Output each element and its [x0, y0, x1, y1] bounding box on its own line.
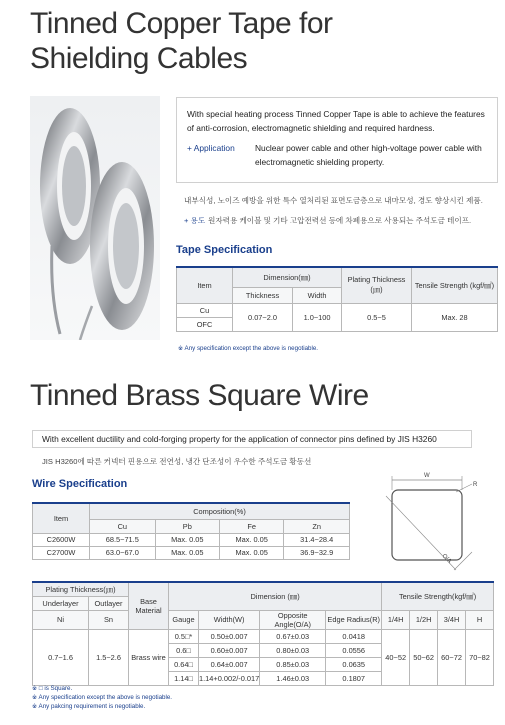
cell-grade: C2700W	[33, 546, 90, 559]
th-sn: Sn	[89, 610, 129, 629]
th-pb: Pb	[155, 519, 219, 533]
th-tensile: Tensile Strength (kgf/㎟)	[412, 267, 498, 303]
th-cu: Cu	[90, 519, 156, 533]
wire-notes	[32, 684, 172, 711]
wire-cross-section	[380, 466, 488, 578]
th-item: Item	[177, 267, 233, 303]
tape-title	[30, 6, 370, 76]
diagram-label-w: W	[424, 473, 430, 479]
wire-title: Tinned Brass Square Wire	[30, 379, 369, 412]
korean-description: 내부식성, 노이즈 예방을 위한 특수 열처리된 표면도금층으로 내마모성, 경도 향상시킨 제품.	[184, 196, 483, 205]
th-outlayer: Outlayer	[89, 596, 129, 610]
cell-gauge: 0.6□	[169, 643, 199, 657]
th-tensile-col: 3/4H	[438, 610, 466, 629]
cell-tensile: Max. 28	[412, 303, 498, 331]
cell-angle: 0.67±0.03	[260, 629, 326, 643]
th-opposite-angle: Opposite Angle(O/A)	[260, 610, 326, 629]
cell-gauge: 1.14□	[169, 671, 199, 685]
cell-edge: 0.0418	[326, 629, 382, 643]
th-base-material: Base Material	[129, 582, 169, 629]
th-tensile-col: 1/2H	[410, 610, 438, 629]
cell-plating: 0.5~5	[342, 303, 412, 331]
cell-width: 0.60±0.007	[199, 643, 260, 657]
cell-item-cu: Cu	[177, 303, 233, 317]
table-row	[33, 629, 494, 643]
cell-width: 1.14+0.002/-0.017	[199, 671, 260, 685]
cell-tensile: 50~62	[410, 629, 438, 685]
cell-underlayer: 0.7~1.6	[33, 629, 89, 685]
wire-description-box	[32, 430, 472, 448]
composition-table	[32, 502, 350, 560]
th-tensile-col: 1/4H	[382, 610, 410, 629]
cell-tensile: 60~72	[438, 629, 466, 685]
application-row	[187, 141, 487, 169]
korean-usage-label: + 용도	[184, 216, 206, 225]
th-comp-item: Item	[33, 503, 90, 533]
application-label: + Application	[187, 143, 235, 153]
tape-title-line2: Shielding Cables	[30, 42, 248, 75]
cell-value: Max. 0.05	[219, 546, 283, 559]
th-plating: Plating Thickness (㎛)	[342, 267, 412, 303]
cell-width: 1.0~100	[293, 303, 342, 331]
cell-gauge: 0.5□*	[169, 629, 199, 643]
tape-spools-photo	[30, 96, 160, 340]
note-packing: ※ Any pakcing requirement is negotiable.	[32, 703, 146, 710]
wire-spec-title: Wire Specification	[32, 478, 128, 490]
cell-item-ofc: OFC	[177, 317, 233, 331]
th-width-w: Width(W)	[199, 610, 260, 629]
th-dimension: Dimension (㎜)	[169, 582, 382, 610]
square-wire-diagram	[380, 466, 488, 578]
cell-edge: 0.0635	[326, 657, 382, 671]
th-tensile-col: H	[466, 610, 494, 629]
korean-usage-row	[184, 215, 502, 226]
cell-value: Max. 0.05	[219, 533, 283, 546]
table-row	[33, 546, 350, 559]
korean-usage-text: 원자력용 케이블 및 기타 고압전력선 등에 차폐용으로 사용되는 주석도금 테이프.	[208, 216, 472, 225]
cell-base: Brass wire	[129, 629, 169, 685]
tape-spec-table	[176, 266, 498, 332]
diagram-label-oa: O/A	[440, 553, 453, 565]
tape-spec-title: Tape Specification	[176, 244, 273, 256]
cell-value: 31.4~28.4	[284, 533, 350, 546]
cell-outlayer: 1.5~2.6	[89, 629, 129, 685]
th-width: Width	[293, 287, 342, 303]
wire-korean-description: JIS H3260에 따른 커넥터 핀용으로 전연성, 냉간 단조성이 우수한 주석도금 황동선	[42, 457, 312, 466]
th-plating-thickness: Plating Thickness(㎛)	[33, 582, 129, 596]
cell-thickness: 0.07~2.0	[233, 303, 293, 331]
th-thickness: Thickness	[233, 287, 293, 303]
cell-value: 63.0~67.0	[90, 546, 156, 559]
cell-tensile: 40~52	[382, 629, 410, 685]
tape-description: With special heating process Tinned Copper Tape is able to achieve the features of anti-corrosion, electromagnetic shielding and required hardness.	[187, 109, 485, 133]
cell-angle: 0.80±0.03	[260, 643, 326, 657]
cell-value: Max. 0.05	[155, 546, 219, 559]
th-underlayer: Underlayer	[33, 596, 89, 610]
th-zn: Zn	[284, 519, 350, 533]
tape-spools-illustration	[30, 96, 160, 340]
cell-edge: 0.1807	[326, 671, 382, 685]
cell-grade: C2600W	[33, 533, 90, 546]
cell-value: 68.5~71.5	[90, 533, 156, 546]
th-dimension: Dimension(㎜)	[233, 267, 342, 287]
tape-note: ※ Any specification except the above is negotiable.	[178, 345, 319, 352]
note-negotiable: ※ Any specification except the above is negotiable.	[32, 694, 173, 701]
cell-value: Max. 0.05	[155, 533, 219, 546]
diagram-label-r: R	[473, 482, 478, 488]
cell-edge: 0.0556	[326, 643, 382, 657]
th-ni: Ni	[33, 610, 89, 629]
cell-tensile: 70~82	[466, 629, 494, 685]
th-gauge: Gauge	[169, 610, 199, 629]
cell-gauge: 0.64□	[169, 657, 199, 671]
wire-description: With excellent ductility and cold-forging property for the application of connector pins defined by JIS H3260	[42, 434, 437, 444]
th-composition: Composition(%)	[90, 503, 350, 519]
th-edge-radius: Edge Radius(R)	[326, 610, 382, 629]
table-row	[33, 533, 350, 546]
application-text: Nuclear power cable and other high-voltage power cable with electromagnetic shielding property.	[255, 143, 482, 167]
cell-width: 0.50±0.007	[199, 629, 260, 643]
th-fe: Fe	[219, 519, 283, 533]
cell-angle: 1.46±0.03	[260, 671, 326, 685]
cell-angle: 0.85±0.03	[260, 657, 326, 671]
cell-value: 36.9~32.9	[284, 546, 350, 559]
note-square: ※ □ is Square.	[32, 685, 73, 692]
th-tensile-strength: Tensile Strength(kgf/㎟)	[382, 582, 494, 610]
dimension-table	[32, 581, 494, 686]
cell-width: 0.64±0.007	[199, 657, 260, 671]
tape-description-box	[176, 97, 498, 183]
tape-title-line1: Tinned Copper Tape for	[30, 7, 333, 40]
